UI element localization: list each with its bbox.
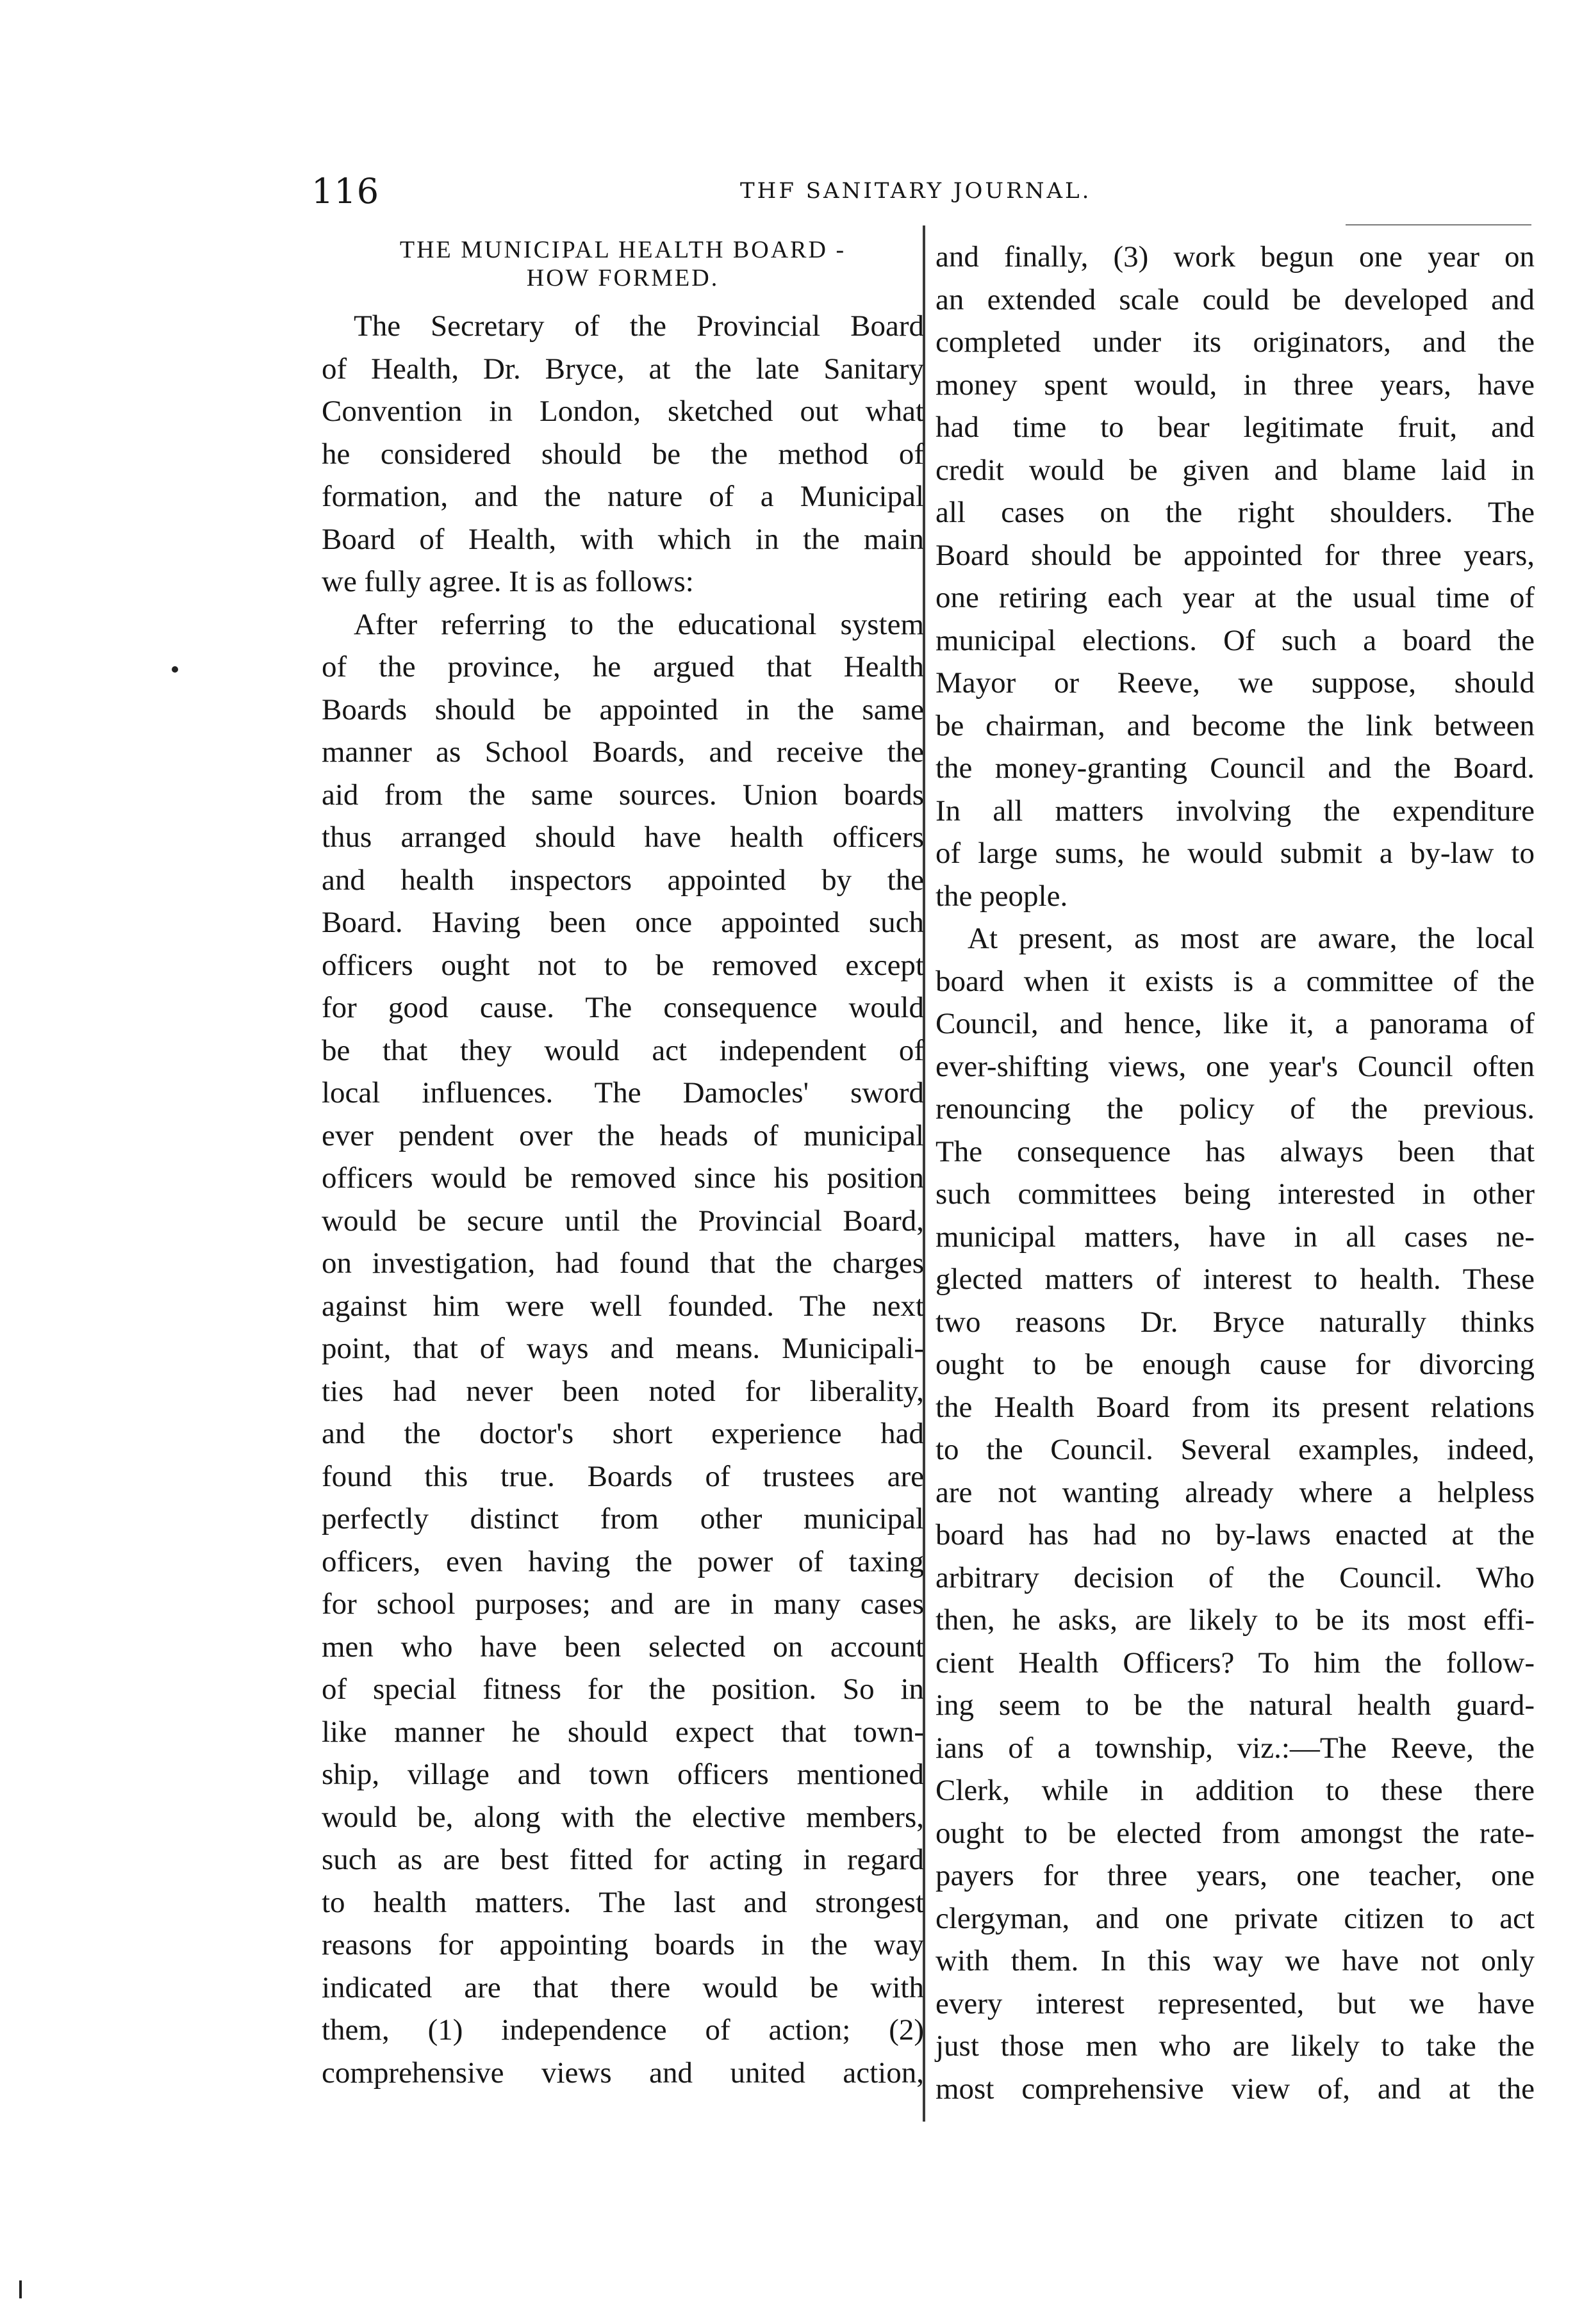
text-line: completed under its originators, and the (936, 325, 1535, 359)
text-line: such committees being interested in other (936, 1177, 1535, 1211)
text-line: aid from the same sources. Union boards (322, 778, 924, 812)
text-line: found this true. Boards of trustees are (322, 1459, 924, 1493)
text-line: officers ought not to be removed except (322, 948, 924, 982)
text-line: At present, as most are aware, the local (968, 922, 1535, 955)
text-line: Boards should be appointed in the same (322, 692, 924, 726)
text-line: and finally, (3) work begun one year on (936, 240, 1535, 274)
text-line: credit would be given and blame laid in (936, 453, 1535, 487)
text-line: and the doctor's short experience had (322, 1417, 924, 1450)
text-line: After referring to the educational system (354, 607, 924, 641)
page-number: 116 (311, 171, 380, 211)
text-line: one retiring each year at the usual time of (936, 581, 1535, 614)
text-line: Council, and hence, like it, a panorama of (936, 1007, 1535, 1040)
text-line: the money-granting Council and the Board. (936, 751, 1535, 785)
text-line: of the province, he argued that Health (322, 650, 924, 683)
text-line: be that they would act independent of (322, 1033, 924, 1067)
text-line: then, he asks, are likely to be its most effi- (936, 1603, 1535, 1637)
text-line: ties had never been noted for liberality, (322, 1374, 924, 1408)
text-line: of large sums, he would submit a by-law to (936, 837, 1535, 870)
text-line: indicated are that there would be with (322, 1970, 924, 2004)
text-line: with them. In this way we have not only (936, 1944, 1535, 1977)
text-line: In all matters involving the expenditure (936, 794, 1535, 828)
text-line: The consequence has always been that (936, 1134, 1535, 1168)
text-line: renouncing the policy of the previous. (936, 1092, 1535, 1125)
text-line: officers would be removed since his position (322, 1161, 924, 1195)
text-line: every interest represented, but we have (936, 1986, 1535, 2020)
text-line: ever-shifting views, one year's Council often (936, 1049, 1535, 1083)
text-line: an extended scale could be developed and (936, 282, 1535, 316)
text-line: against him were well founded. The next (322, 1289, 924, 1323)
text-line: money spent would, in three years, have (936, 368, 1535, 402)
text-line: Board. Having been once appointed such (322, 906, 924, 939)
article-heading-line-1: THE MUNICIPAL HEALTH BOARD - (399, 236, 846, 263)
text-line: Board should be appointed for three years, (936, 538, 1535, 572)
article-heading-line-2: HOW FORMED. (526, 265, 720, 291)
text-line: board has had no by-laws enacted at the (936, 1518, 1535, 1551)
text-line: ought to be elected from amongst the rate- (936, 1816, 1535, 1850)
text-line: ians of a township, viz.:—The Reeve, the (936, 1731, 1535, 1765)
text-line: such as are best fitted for acting in regard (322, 1843, 924, 1876)
text-line: of Health, Dr. Bryce, at the late Sanitary (322, 352, 924, 386)
text-line: the people. (936, 879, 1068, 913)
text-line: municipal matters, have in all cases ne- (936, 1220, 1535, 1254)
text-line: the Health Board from its present relations (936, 1390, 1535, 1424)
left-column-text (322, 305, 924, 2094)
text-line: thus arranged should have health officers (322, 821, 924, 854)
text-line: perfectly distinct from other municipal (322, 1502, 924, 1535)
text-line: we fully agree. It is as follows: (322, 565, 694, 598)
text-line: to health matters. The last and strongest (322, 1885, 924, 1919)
scan-speck (172, 666, 178, 673)
scan-speck (19, 2280, 22, 2298)
text-line: for good cause. The consequence would (322, 991, 924, 1024)
text-line: arbitrary decision of the Council. Who (936, 1560, 1535, 1594)
text-line: Mayor or Reeve, we suppose, should (936, 666, 1535, 700)
text-line: would be, along with the elective members, (322, 1800, 924, 1834)
text-line: officers, even having the power of taxing (322, 1544, 924, 1578)
text-line: like manner he should expect that town- (322, 1715, 924, 1749)
text-line: ought to be enough cause for divorcing (936, 1348, 1535, 1381)
text-line: be chairman, and become the link between (936, 708, 1535, 742)
text-line: them, (1) independence of action; (2) (322, 2013, 924, 2047)
text-line: ship, village and town officers mentioned (322, 1758, 924, 1791)
text-line: manner as School Boards, and receive the (322, 735, 924, 769)
text-line: had time to bear legitimate fruit, and (936, 411, 1535, 444)
text-line: for school purposes; and are in many cases (322, 1587, 924, 1621)
article-heading (322, 236, 924, 292)
text-line: payers for three years, one teacher, one (936, 1859, 1535, 1892)
text-line: and health inspectors appointed by the (322, 863, 924, 897)
text-line: local influences. The Damocles' sword (322, 1076, 924, 1109)
text-line: most comprehensive view of, and at the (936, 2072, 1535, 2106)
text-line: ing seem to be the natural health guard- (936, 1689, 1535, 1722)
text-line: all cases on the right shoulders. The (936, 496, 1535, 529)
left-column (322, 236, 924, 2094)
text-line: board when it exists is a committee of the (936, 964, 1535, 998)
text-line: on investigation, had found that the charges (322, 1247, 924, 1280)
text-line: point, that of ways and means. Municipali- (322, 1332, 924, 1365)
text-line: to the Council. Several examples, indeed, (936, 1433, 1535, 1466)
text-line: The Secretary of the Provincial Board (354, 309, 924, 343)
text-line: comprehensive views and united action, (322, 2056, 924, 2090)
text-line: reasons for appointing boards in the way (322, 1928, 924, 1961)
text-line: Clerk, while in addition to these there (936, 1774, 1535, 1807)
text-line: just those men who are likely to take the (936, 2029, 1535, 2063)
header-rule (1346, 224, 1531, 225)
right-column-text (936, 236, 1535, 2110)
text-line: men who have been selected on account (322, 1630, 924, 1664)
text-line: Convention in London, sketched out what (322, 395, 924, 428)
text-line: glected matters of interest to health. These (936, 1263, 1535, 1296)
text-line: he considered should be the method of (322, 437, 924, 471)
running-head: THF SANITARY JOURNAL. (740, 178, 1092, 204)
text-line: formation, and the nature of a Municipal (322, 480, 924, 513)
text-line: are not wanting already where a helpless (936, 1475, 1535, 1509)
text-line: Board of Health, with which in the main (322, 522, 924, 556)
right-column (936, 236, 1535, 2110)
text-line: two reasons Dr. Bryce naturally thinks (936, 1305, 1535, 1339)
text-line: ever pendent over the heads of municipal (322, 1118, 924, 1152)
text-line: of special fitness for the position. So in (322, 1673, 924, 1706)
text-line: cient Health Officers? To him the follow- (936, 1646, 1535, 1680)
text-line: would be secure until the Provincial Board, (322, 1204, 924, 1238)
text-line: municipal elections. Of such a board the (936, 623, 1535, 657)
text-line: clergyman, and one private citizen to act (936, 1901, 1535, 1935)
